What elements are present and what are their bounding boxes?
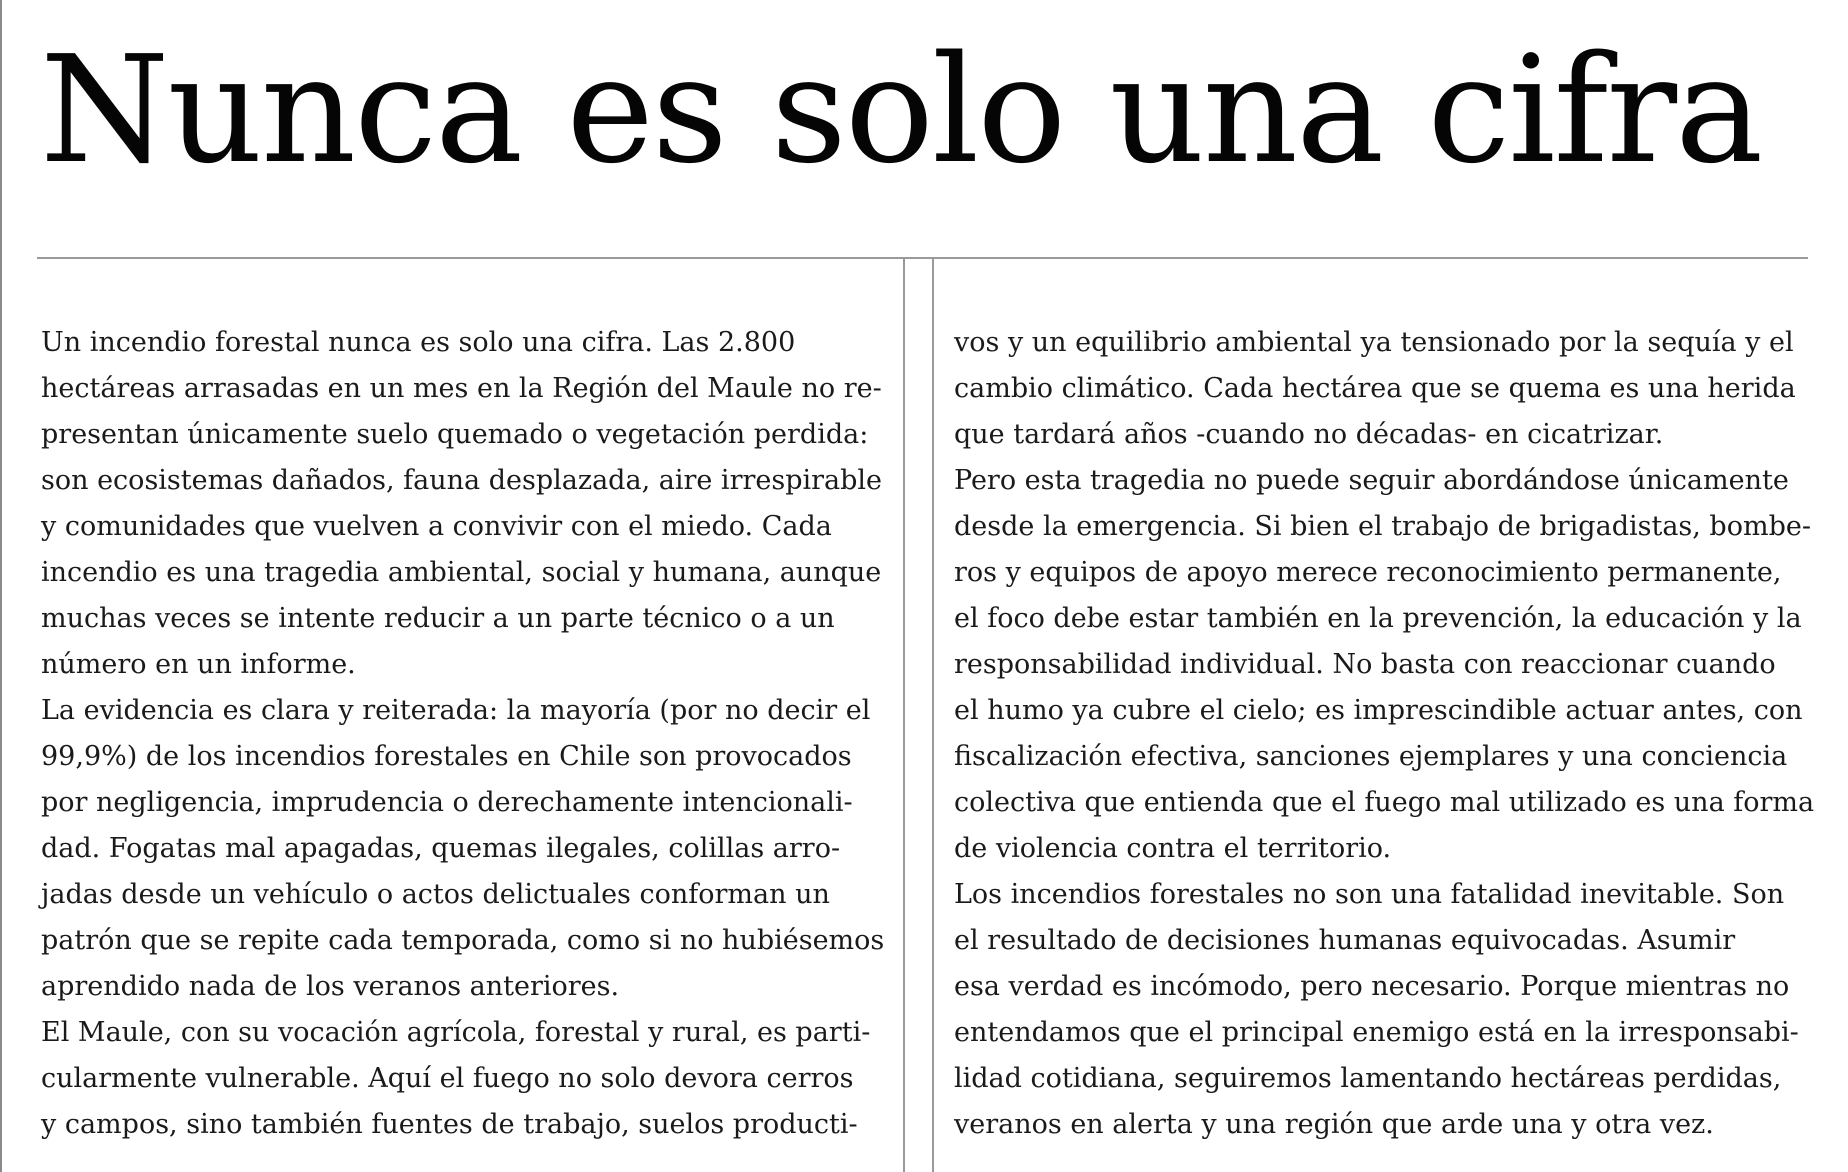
text-line: lidad cotidiana, seguiremos lamentando hectáreas perdidas, — [954, 1063, 1782, 1094]
text-line: 99,9%) de los incendios forestales en Chile son provocados — [41, 741, 852, 772]
text-line: colectiva que entienda que el fuego mal utilizado es una forma — [954, 787, 1815, 818]
text-line: cambio climático. Cada hectárea que se quema es una herida — [954, 373, 1796, 404]
text-line: incendio es una tragedia ambiental, social y humana, aunque — [41, 557, 882, 588]
text-line: y comunidades que vuelven a convivir con el miedo. Cada — [41, 511, 832, 542]
text-line: que tardará años -cuando no décadas- en cicatrizar. — [954, 419, 1664, 450]
text-line: jadas desde un vehículo o actos delictuales conforman un — [41, 879, 830, 910]
text-line: Un incendio forestal nunca es solo una cifra. Las 2.800 — [41, 327, 796, 358]
text-line: y campos, sino también fuentes de trabajo, suelos producti- — [41, 1109, 858, 1140]
text-line: muchas veces se intente reducir a un parte técnico o a un — [41, 603, 835, 634]
text-line: número en un informe. — [41, 649, 356, 680]
text-line: ros y equipos de apoyo merece reconocimiento permanente, — [954, 557, 1782, 588]
text-line: dad. Fogatas mal apagadas, quemas ilegales, colillas arro- — [41, 833, 841, 864]
text-line: Pero esta tragedia no puede seguir abordándose únicamente — [954, 465, 1789, 496]
text-line: son ecosistemas dañados, fauna desplazada, aire irrespirable — [41, 465, 883, 496]
text-line: por negligencia, imprudencia o derechamente intencionali- — [41, 787, 853, 818]
text-line: El Maule, con su vocación agrícola, forestal y rural, es parti- — [41, 1017, 871, 1048]
text-line: el foco debe estar también en la prevención, la educación y la — [954, 603, 1802, 634]
column-divider-right — [932, 259, 934, 1172]
headline: Nunca es solo una cifra — [40, 24, 1762, 196]
text-line: aprendido nada de los veranos anteriores. — [41, 971, 620, 1002]
text-line: veranos en alerta y una región que arde una y otra vez. — [954, 1109, 1714, 1140]
text-line: patrón que se repite cada temporada, como si no hubiésemos — [41, 925, 885, 956]
text-line: vos y un equilibrio ambiental ya tensionado por la sequía y el — [954, 327, 1794, 358]
text-line: el humo ya cubre el cielo; es imprescindible actuar antes, con — [954, 695, 1803, 726]
text-line: cularmente vulnerable. Aquí el fuego no solo devora cerros — [41, 1063, 854, 1094]
text-line: desde la emergencia. Si bien el trabajo de brigadistas, bombe- — [954, 511, 1811, 542]
text-line: hectáreas arrasadas en un mes en la Región del Maule no re- — [41, 373, 882, 404]
text-line: el resultado de decisiones humanas equivocadas. Asumir — [954, 925, 1736, 956]
text-line: entendamos que el principal enemigo está en la irresponsabi- — [954, 1017, 1799, 1048]
text-line: La evidencia es clara y reiterada: la mayoría (por no decir el — [41, 695, 871, 726]
text-line: de violencia contra el territorio. — [954, 833, 1392, 864]
text-line: responsabilidad individual. No basta con reaccionar cuando — [954, 649, 1776, 680]
article-column-right — [954, 320, 1834, 1148]
column-divider-left — [903, 259, 905, 1172]
text-line: presentan únicamente suelo quemado o vegetación perdida: — [41, 419, 869, 450]
headline-rule — [37, 257, 1808, 259]
text-line: esa verdad es incómodo, pero necesario. Porque mientras no — [954, 971, 1790, 1002]
page-left-border — [0, 0, 2, 1172]
text-line: fiscalización efectiva, sanciones ejemplares y una conciencia — [954, 741, 1788, 772]
text-line: Los incendios forestales no son una fatalidad inevitable. Son — [954, 879, 1785, 910]
article-column-left — [41, 320, 901, 1148]
